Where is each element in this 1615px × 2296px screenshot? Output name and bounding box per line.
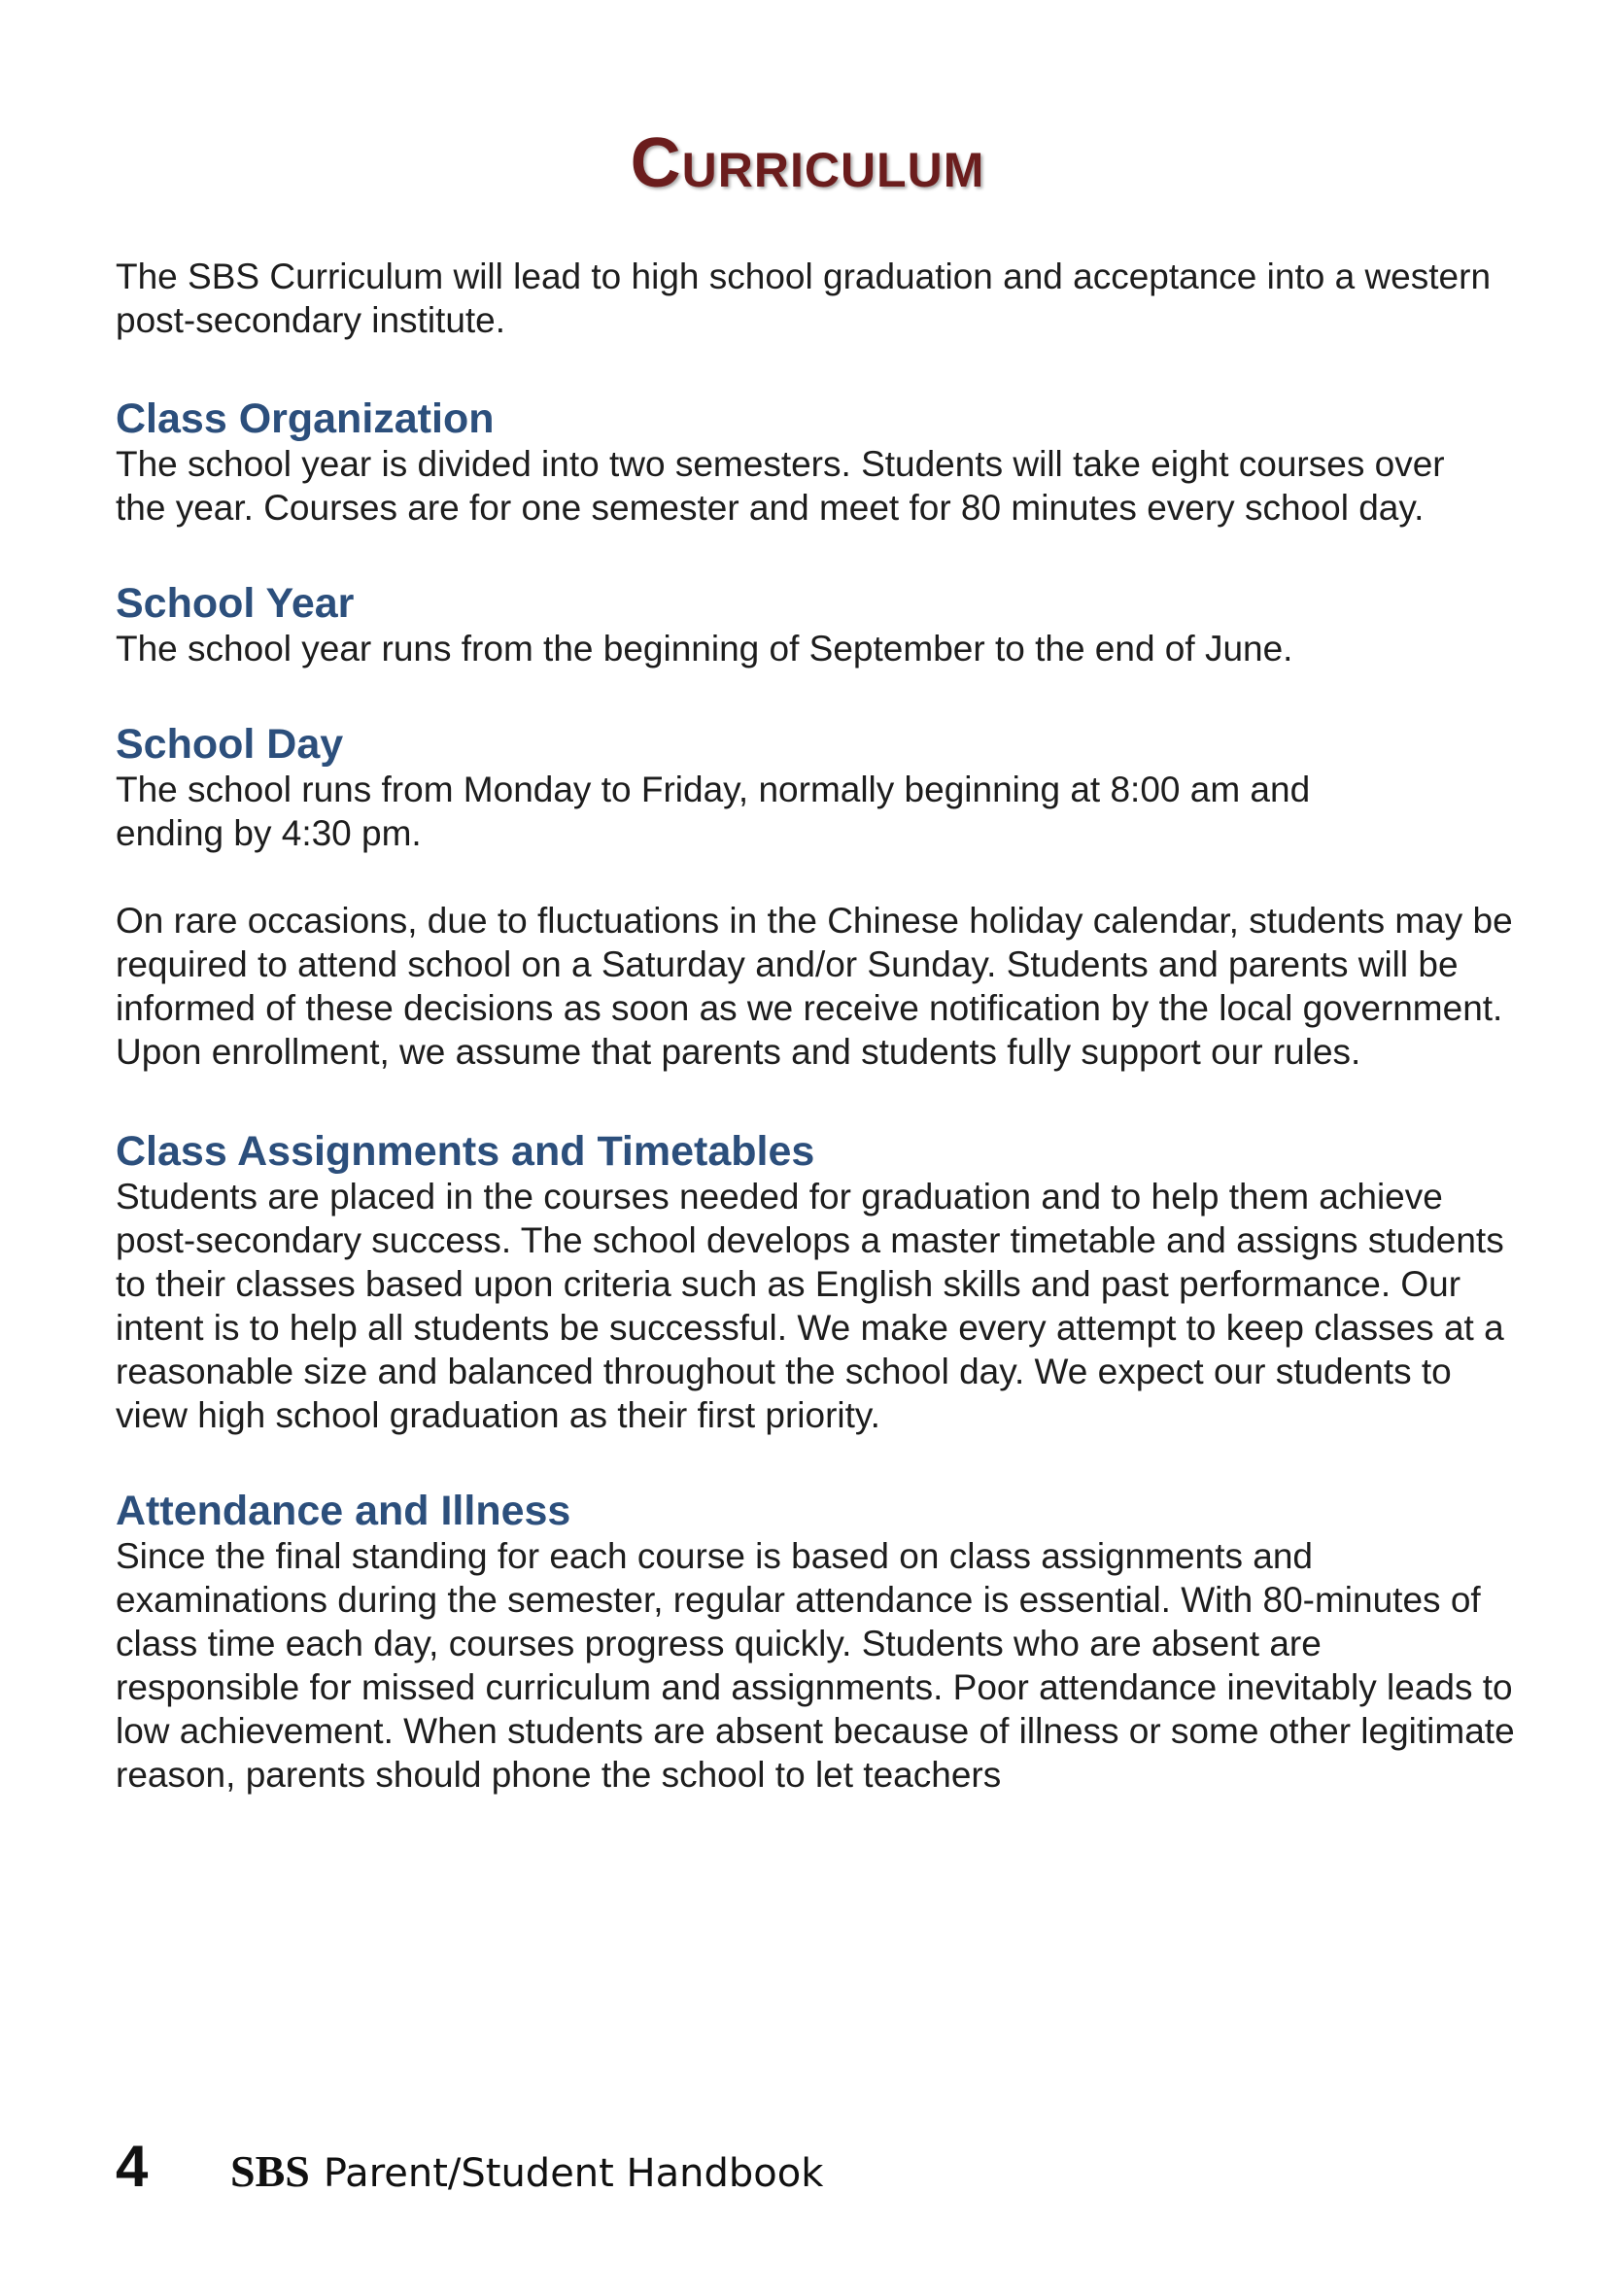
section-paragraph-school-year: The school year runs from the beginning of September to the end of June. (116, 629, 1293, 668)
page-content (116, 255, 1515, 1797)
section-heading-attendance: Attendance and Illness (116, 1488, 571, 1534)
section-paragraph-class-organization: The school year is divided into two semesters. Students will take eight courses over the year. Courses are for one semester and meet for 80 minutes every school day. (116, 444, 1445, 528)
footer-handbook-title: Parent/Student Handbook (323, 2151, 824, 2196)
section-heading-school-day: School Day (116, 721, 344, 768)
page-footer (116, 2133, 823, 2210)
page-title: Curriculum (630, 124, 985, 202)
section-paragraph-attendance: Since the final standing for each course is based on class assignments and examinations during the semester, regular attendance is essential. With 80-minutes of class time each day, courses progress quickly. Students who are absent are responsible for missed curriculum and assignments. Poor attendance inevitably leads to low achievement. When students are absent because of illness or some other legitimate reason, parents should phone the school to let teachers (116, 1536, 1515, 1795)
section-paragraph-school-day-1: The school runs from Monday to Friday, normally beginning at 8:00 am and ending by 4:30 pm. (116, 770, 1311, 853)
page-number: 4 (116, 2134, 149, 2199)
section-heading-school-year: School Year (116, 580, 355, 627)
intro-paragraph: The SBS Curriculum will lead to high school graduation and acceptance into a western post-secondary institute. (116, 257, 1492, 340)
footer-brand: SBS (230, 2146, 310, 2196)
section-heading-class-assignments: Class Assignments and Timetables (116, 1128, 815, 1175)
section-heading-class-organization: Class Organization (116, 395, 495, 442)
section-paragraph-class-assignments: Students are placed in the courses needed for graduation and to help them achieve post-secondary success. The school develops a master timetable and assigns students to their classes based upon criteria such as English skills and past performance. Our intent is to help all students be successful. We make every attempt to keep classes at a reasonable size and balanced throughout the school day. We expect our students to view high school graduation as their first priority. (116, 1177, 1504, 1435)
section-paragraph-school-day-2: On rare occasions, due to fluctuations in the Chinese holiday calendar, students may be required to attend school on a Saturday and/or Sunday. Students and parents will be informed of these decisions as soon as we receive notification by the local government. Upon enrollment, we assume that parents and students fully support our rules. (116, 901, 1513, 1072)
